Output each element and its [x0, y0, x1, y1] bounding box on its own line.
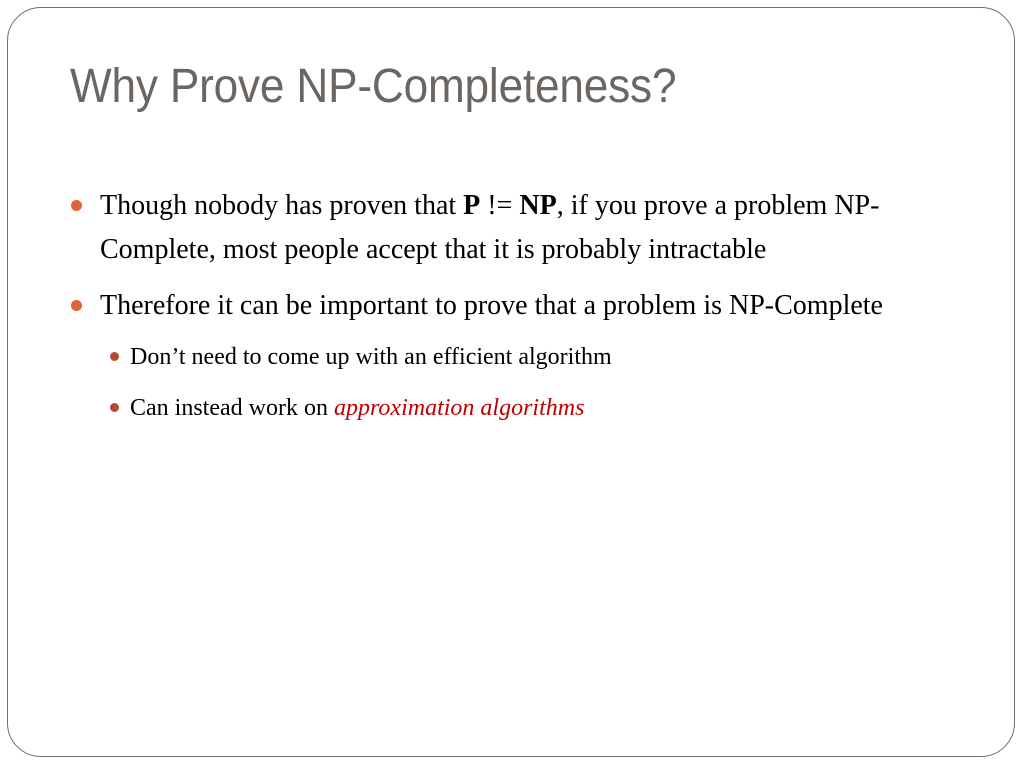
bullet-1-text-start: Though nobody has proven that	[100, 190, 464, 221]
subbullet-dot-icon	[110, 352, 119, 361]
subbullet-2-emphasis: approximation algorithms	[333, 395, 585, 421]
subbullet-item-2	[70, 391, 950, 425]
subbullet-1-text: Don’t need to come up with an efficient algorithm	[130, 344, 612, 370]
slide-title: Why Prove NP-Completeness?	[70, 60, 677, 113]
slide-frame	[7, 7, 1015, 757]
bullet-dot-icon	[71, 200, 82, 211]
bullet-dot-icon	[71, 300, 82, 311]
subbullet-item-1	[70, 340, 950, 374]
bullet-item-1	[70, 184, 950, 272]
bullet-2-text: Therefore it can be important to prove that a problem is NP-Complete	[100, 290, 883, 321]
bullet-1-operator: !=	[480, 190, 520, 221]
subbullet-dot-icon	[110, 403, 119, 412]
bullet-1-bold-np: NP	[519, 190, 557, 221]
slide-body	[70, 184, 950, 442]
subbullet-2-text: Can instead work on	[130, 395, 334, 421]
bullet-1-text-end: , if you prove a problem NP-Complete, most people accept that it is probably intractable	[100, 190, 880, 265]
bullet-1-bold-p: P	[463, 190, 481, 221]
bullet-item-2	[70, 284, 950, 328]
